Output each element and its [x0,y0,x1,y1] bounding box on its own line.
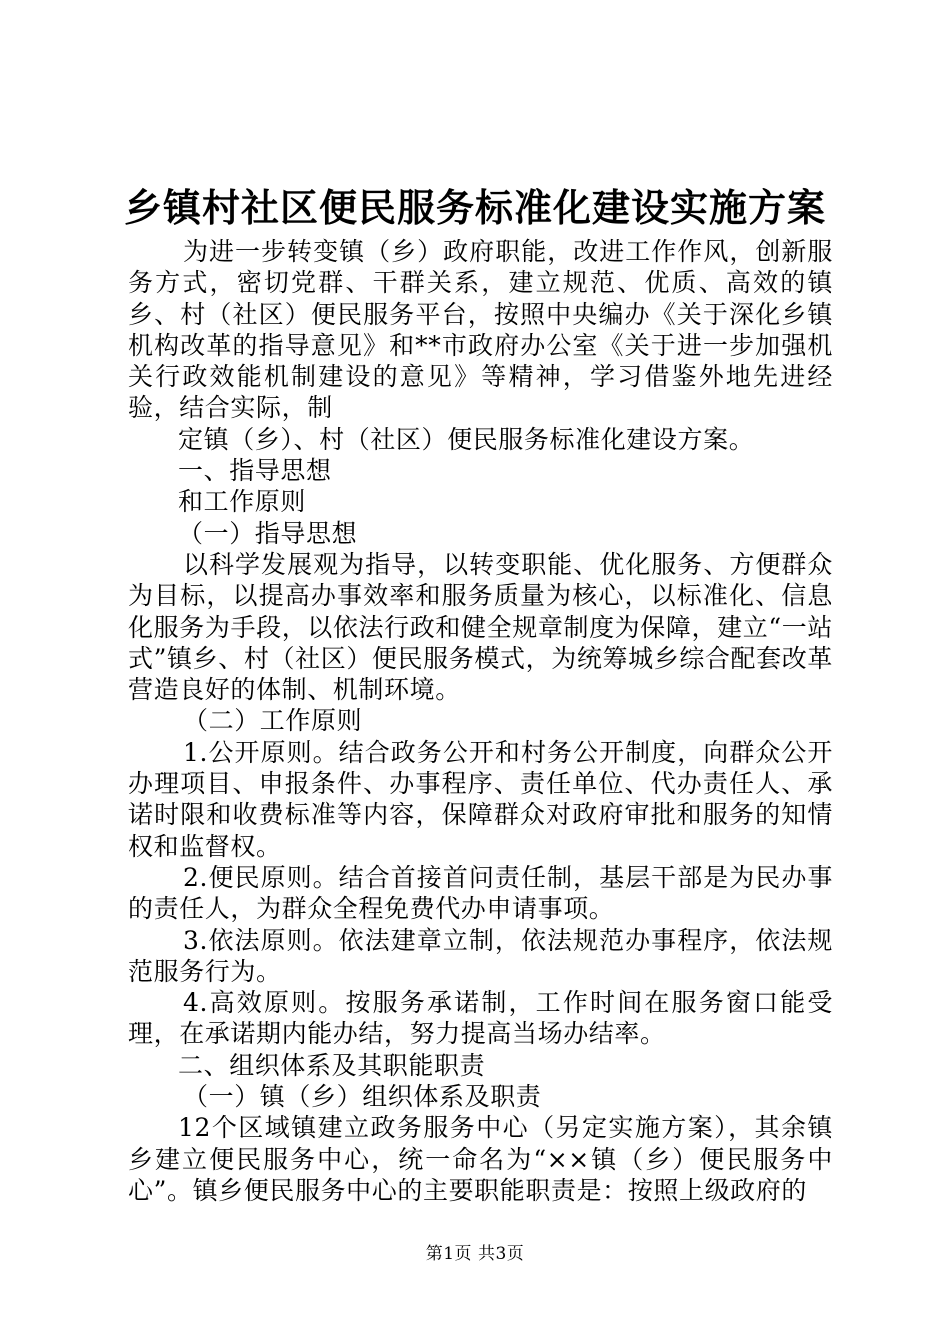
paragraph-principle-4: 4.高效原则。按服务承诺制，工作时间在服务窗口能受理，在承诺期内能办结，努力提高当场办结率。 [128,988,833,1049]
heading-subsection-guiding: （一）指导思想 [178,518,358,548]
paragraph-principle-3: 3.依法原则。依法建章立制，依法规范办事程序，依法规范服务行为。 [128,925,833,986]
heading-section-1: 一、指导思想 [178,456,332,486]
heading-section-2: 二、组织体系及其职能职责 [178,1050,486,1080]
paragraph-town-center: 12个区域镇建立政务服务中心（另定实施方案），其余镇乡建立便民服务中心，统一命名为“××镇（乡）便民服务中心”。镇乡便民服务中心的主要职能职责是：按照上级政府的 [128,1113,833,1205]
paragraph-principle-1: 1.公开原则。结合政务公开和村务公开制度，向群众公开办理项目、申报条件、办事程序、责任单位、代办责任人、承诺时限和收费标准等内容，保障群众对政府审批和服务的知情权和监督权。 [128,737,833,861]
paragraph-intro: 为进一步转变镇（乡）政府职能，改进工作作风，创新服务方式，密切党群、干群关系，建立规范、优质、高效的镇乡、村（社区）便民服务平台，按照中央编办《关于深化乡镇机构改革的指导意见》和**市政府办公室《关于进一步加强机关行政效能机制建设的意见》等精神，学习借鉴外地先进经验，结合实际，制 [128,237,833,423]
document-title: 乡镇村社区便民服务标准化建设实施方案 [123,185,826,230]
heading-section-1-continued: 和工作原则 [178,487,307,517]
heading-subsection-town: （一）镇（乡）组织体系及职责 [183,1082,542,1112]
page-footer: 第1页 共3页 [425,1244,525,1264]
paragraph-guiding: 以科学发展观为指导，以转变职能、优化服务、方便群众为目标，以提高办事效率和服务质量为核心，以标准化、信息化服务为手段，以依法行政和健全规章制度为保障，建立“一站式”镇乡、村（社区）便民服务模式，为统筹城乡综合配套改革营造良好的体制、机制环境。 [128,549,833,705]
heading-subsection-principles: （二）工作原则 [183,706,363,736]
paragraph-intro-continued: 定镇（乡）、村（社区）便民服务标准化建设方案。 [178,424,755,454]
paragraph-principle-2: 2.便民原则。结合首接首问责任制，基层干部是为民办事的责任人，为群众全程免费代办申请事项。 [128,862,833,924]
document-body [128,236,833,1206]
